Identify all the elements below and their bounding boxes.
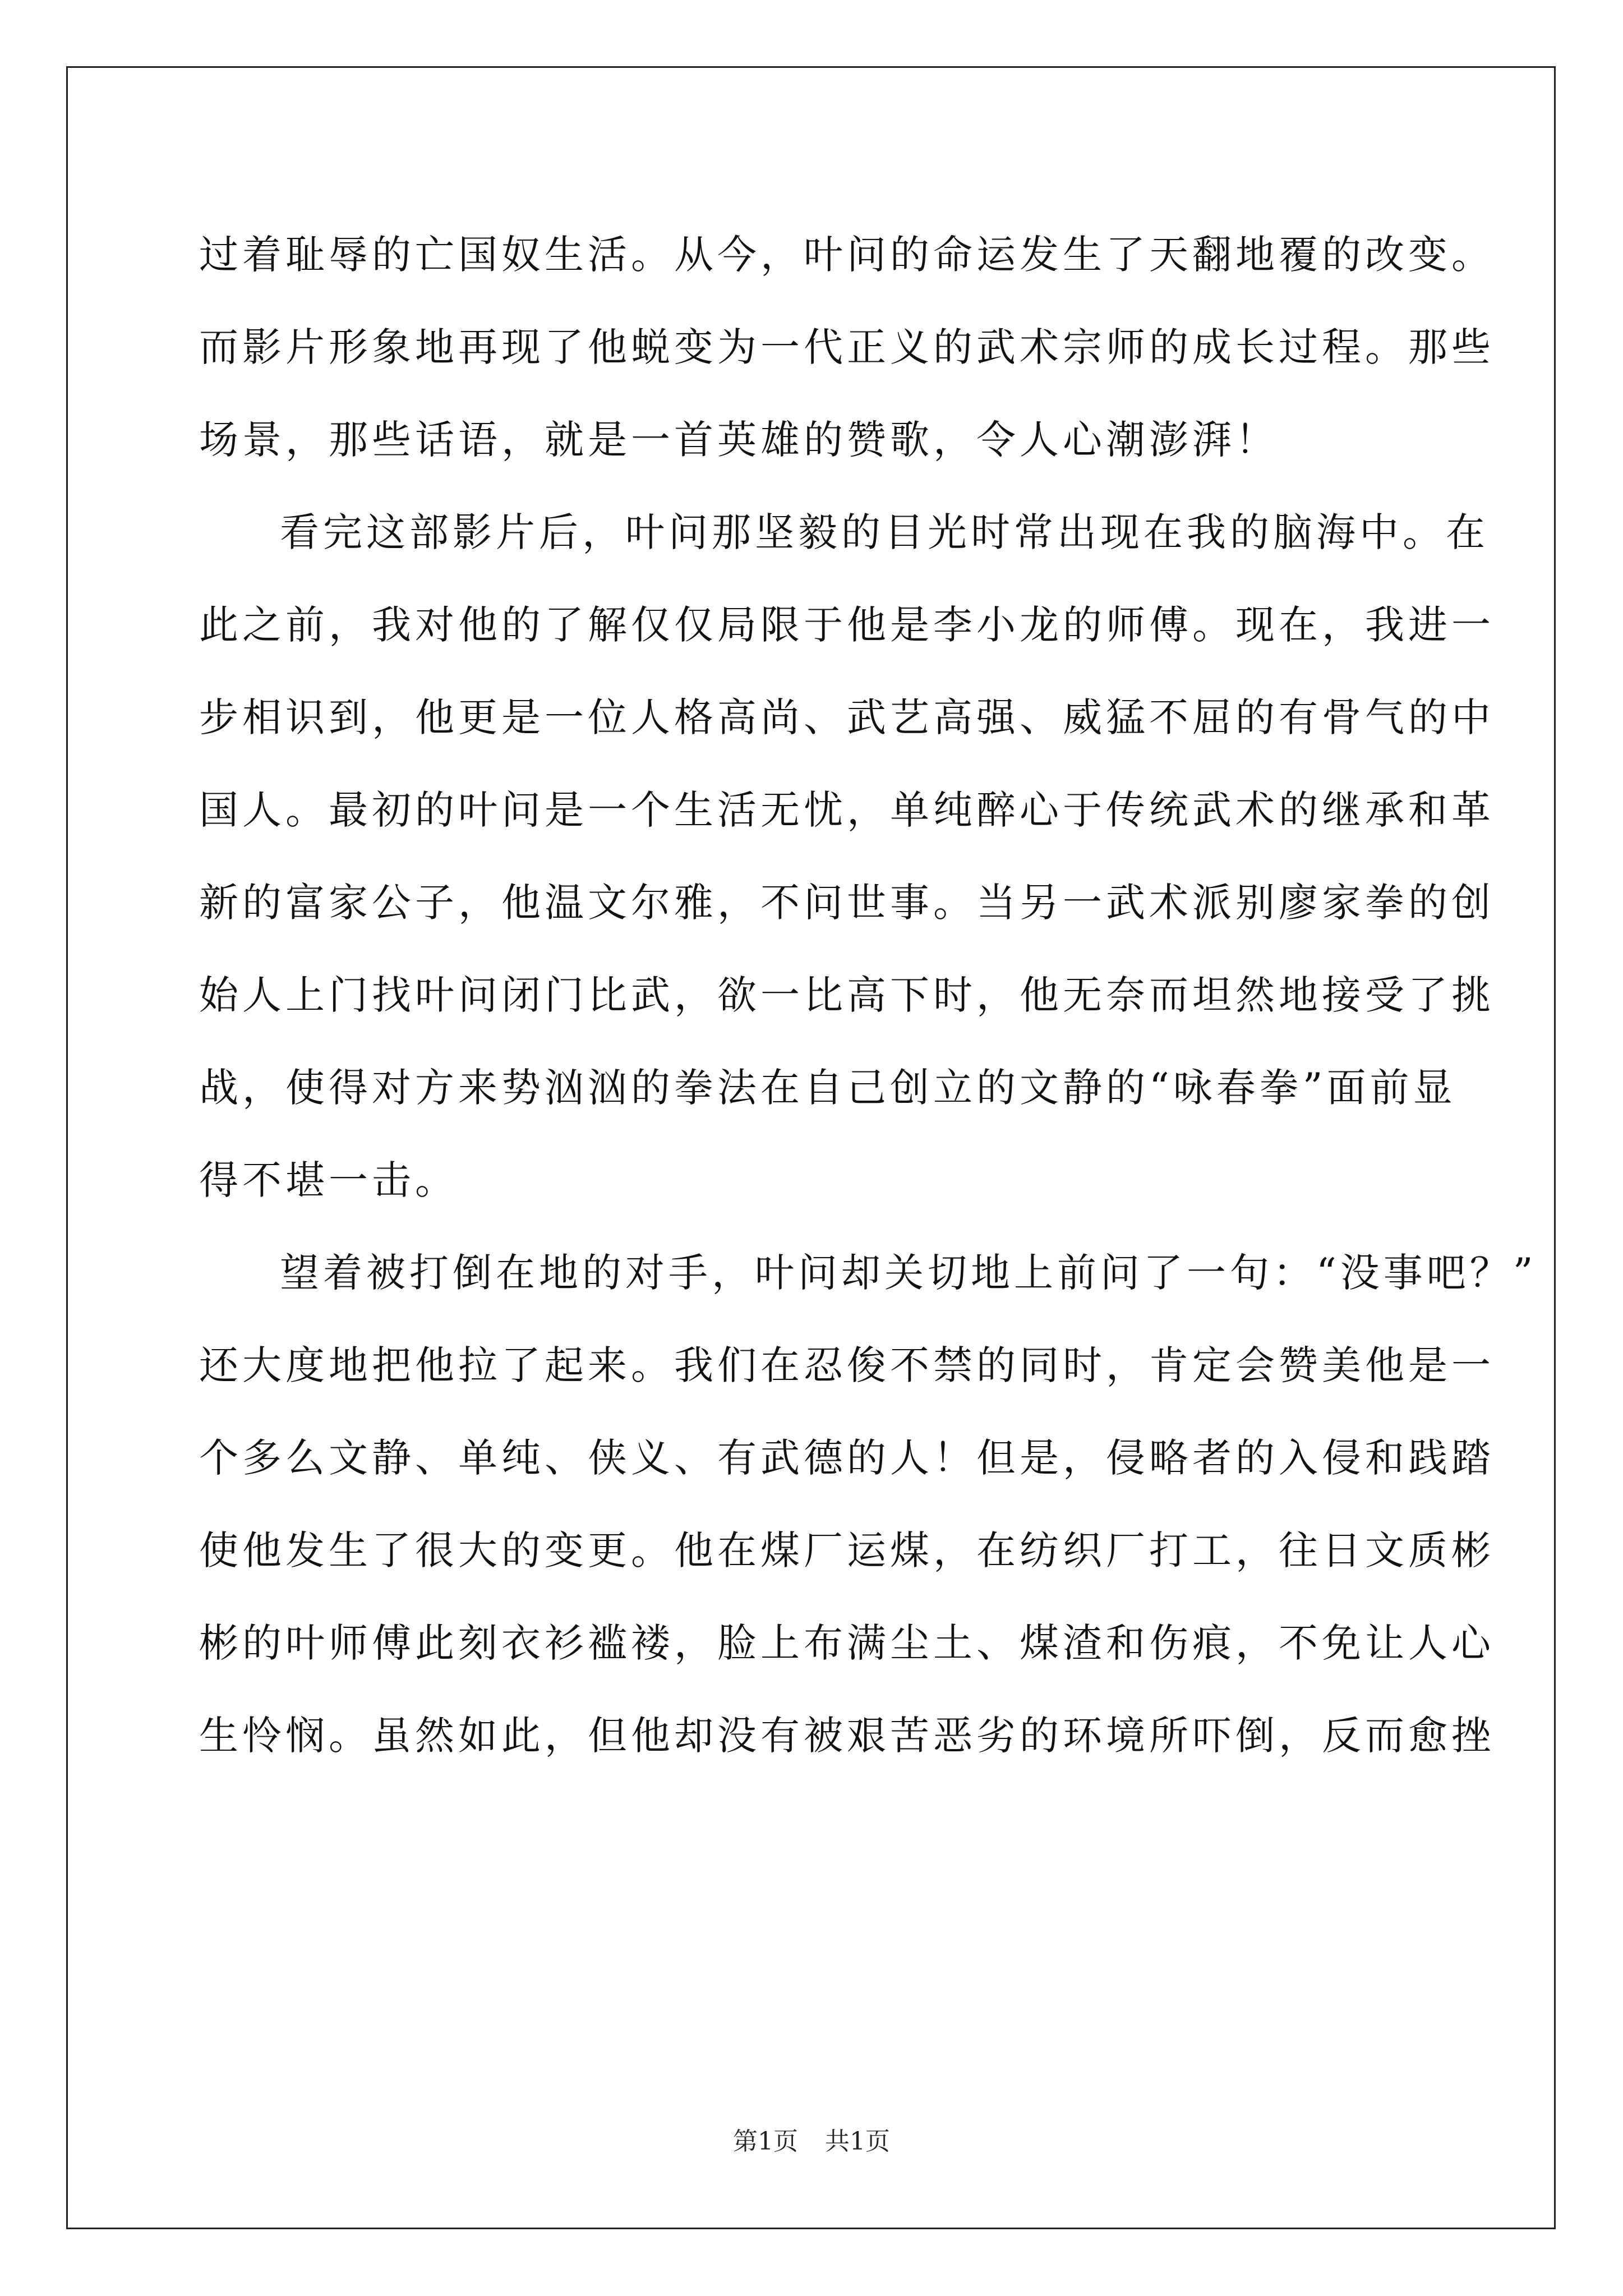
text-line: 而影片形象地再现了他蜕变为一代正义的武术宗师的成长过程。那些 — [199, 324, 1495, 370]
text-line: 新的富家公子，他温文尔雅，不问世事。当另一武术派别廖家拳的创 — [199, 880, 1495, 926]
text-line: 步相识到，他更是一位人格高尚、武艺高强、威猛不屈的有骨气的中 — [199, 694, 1495, 740]
paragraph-start-line: 看完这部影片后，叶问那坚毅的目光时常出现在我的脑海中。在 — [280, 509, 1489, 555]
text-line: 还大度地把他拉了起来。我们在忍俊不禁的同时，肯定会赞美他是一 — [199, 1342, 1495, 1388]
text-line: 始人上门找叶问闭门比武，欲一比高下时，他无奈而坦然地接受了挑 — [199, 972, 1495, 1018]
text-line: 过着耻辱的亡国奴生活。从今，叶问的命运发生了天翻地覆的改变。 — [199, 232, 1495, 278]
text-line: 彬的叶师傅此刻衣衫褴褛，脸上布满尘土、煤渣和伤痕，不免让人心 — [199, 1620, 1495, 1666]
text-line: 得不堪一击。 — [199, 1157, 458, 1203]
page-number: 第1页 — [733, 2127, 798, 2156]
page-total: 共1页 — [825, 2127, 890, 2156]
paragraph-start-line: 望着被打倒在地的对手，叶问却关切地上前问了一句：“没事吧？” — [280, 1250, 1537, 1296]
text-line: 国人。最初的叶问是一个生活无忧，单纯醉心于传统武术的继承和革 — [199, 787, 1495, 833]
text-line: 使他发生了很大的变更。他在煤厂运煤，在纺织厂打工，往日文质彬 — [199, 1527, 1495, 1573]
text-line: 场景，那些话语，就是一首英雄的赞歌，令人心潮澎湃！ — [199, 417, 1279, 463]
text-line: 个多么文静、单纯、侠义、有武德的人！但是，侵略者的入侵和践踏 — [199, 1435, 1495, 1481]
page-footer — [0, 2125, 1623, 2159]
text-line: 生怜悯。虽然如此，但他却没有被艰苦恶劣的环境所吓倒，反而愈挫 — [199, 1713, 1495, 1759]
text-line: 此之前，我对他的了解仅仅局限于他是李小龙的师傅。现在，我进一 — [199, 602, 1495, 648]
document-body — [199, 209, 1537, 1782]
text-line: 战，使得对方来势汹汹的拳法在自己创立的文静的“咏春拳”面前显 — [199, 1065, 1456, 1111]
